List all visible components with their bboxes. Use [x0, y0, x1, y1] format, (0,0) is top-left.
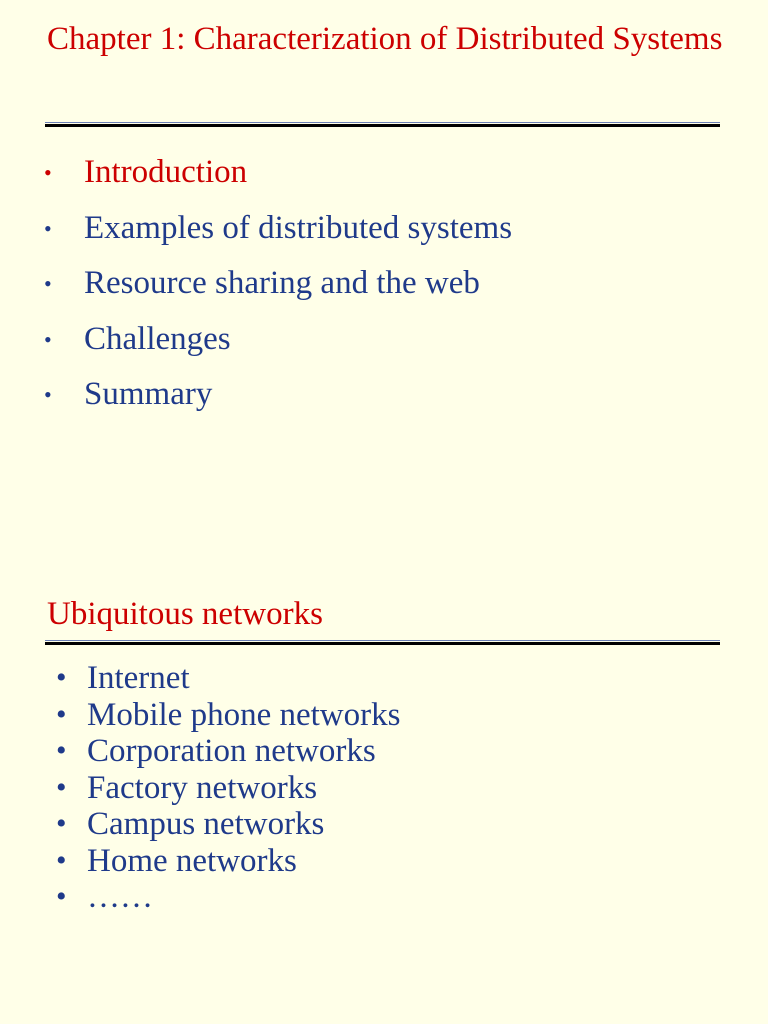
- list-item-label: Internet: [87, 660, 190, 696]
- bullet-dot-icon: •: [44, 215, 52, 241]
- title-divider: [45, 122, 720, 127]
- bullet-dot-icon: •: [56, 880, 67, 913]
- bullet-dot-icon: •: [44, 271, 52, 296]
- slide-ubiquitous-networks: [0, 580, 768, 1000]
- divider-line-dark: [45, 642, 720, 645]
- list-item-label: Resource sharing and the web: [84, 265, 480, 301]
- list-item-label: Mobile phone networks: [87, 696, 401, 733]
- list-item-label: ……: [87, 879, 153, 915]
- list-item-label: Introduction: [84, 154, 248, 190]
- bullet-dot-icon: •: [44, 326, 52, 352]
- bullet-dot-icon: •: [56, 770, 67, 804]
- bullet-dot-icon: •: [56, 843, 67, 877]
- bullet-dot-icon: •: [56, 807, 67, 840]
- list-item-label: Summary: [84, 376, 213, 412]
- list-item-label: Factory networks: [87, 769, 318, 806]
- list-item-label: Home networks: [87, 842, 297, 879]
- slide-title: Ubiquitous networks: [47, 596, 323, 632]
- list-item-label: Examples of distributed systems: [84, 209, 513, 246]
- list-item-label: Campus networks: [87, 806, 325, 842]
- list-item-label: Challenges: [84, 320, 231, 357]
- bullet-dot-icon: •: [44, 160, 52, 185]
- bullet-dot-icon: •: [56, 697, 67, 731]
- bullet-dot-icon: •: [44, 382, 52, 407]
- divider-line-light: [45, 640, 720, 641]
- title-divider: [45, 640, 720, 645]
- slide-outline: [0, 0, 768, 500]
- slide-title: Chapter 1: Characterization of Distributed Systems: [47, 21, 723, 57]
- divider-line-dark: [45, 124, 720, 127]
- list-item-label: Corporation networks: [87, 733, 376, 769]
- divider-line-light: [45, 122, 720, 123]
- bullet-dot-icon: •: [56, 734, 67, 767]
- bullet-dot-icon: •: [56, 661, 67, 694]
